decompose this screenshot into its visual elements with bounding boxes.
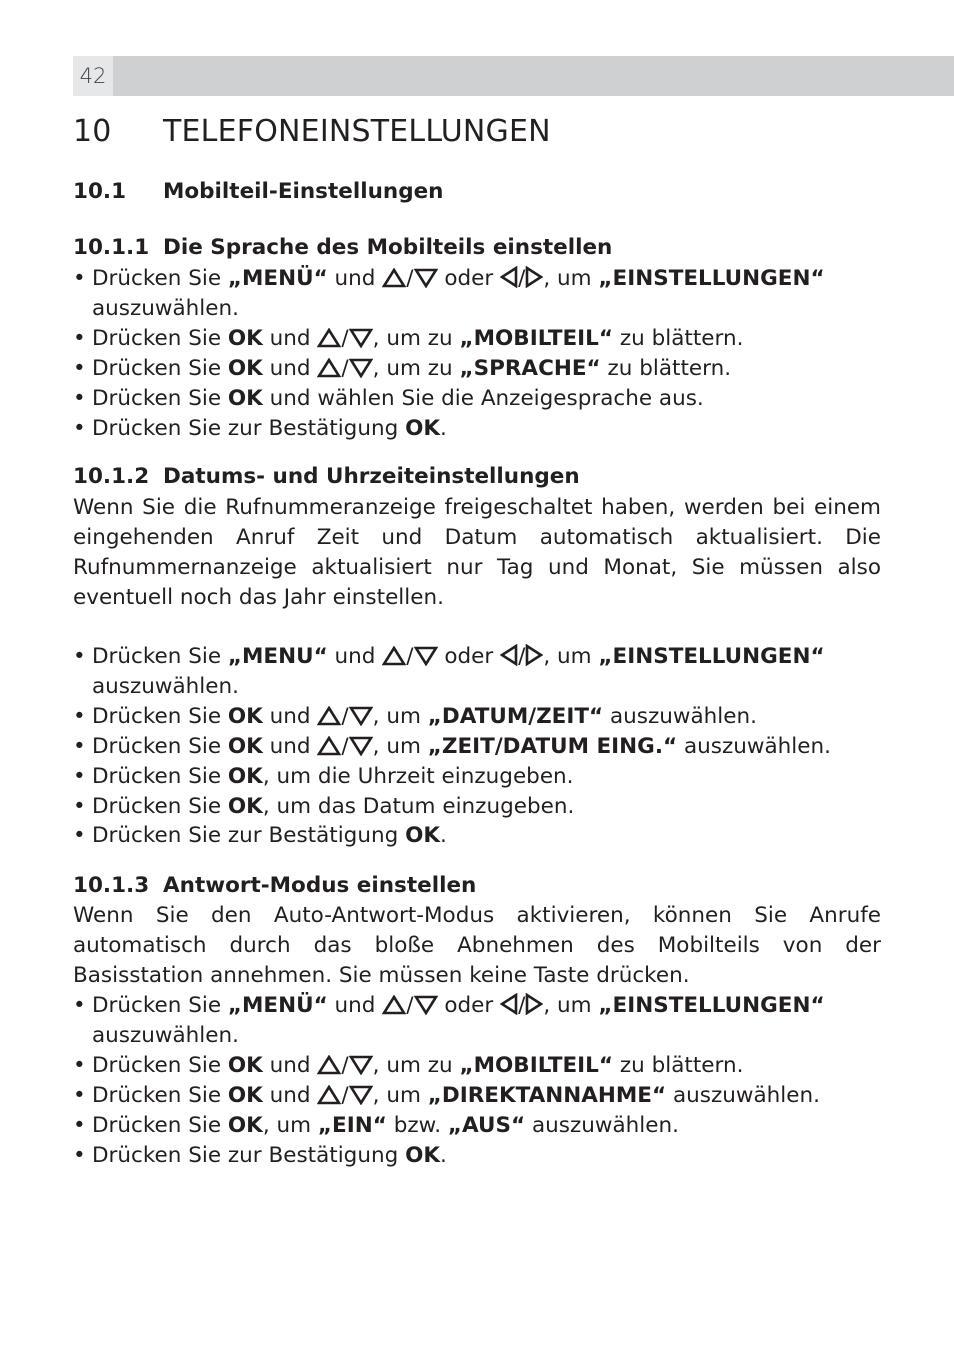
triangle-up-icon <box>382 646 406 666</box>
list-item: • Drücken Sie OK, um das Datum einzugeben. <box>73 792 893 822</box>
list-item: • Drücken Sie OK, um „EIN“ bzw. „AUS“ auszuwählen. <box>73 1111 893 1141</box>
key-ok: OK <box>227 1112 263 1138</box>
subsection-number: 10.1.1 <box>73 235 150 260</box>
triangle-down-icon <box>349 736 373 756</box>
key-ok: OK <box>227 325 263 351</box>
menu-option: „EIN“ <box>317 1112 387 1138</box>
triangle-down-icon <box>349 1085 373 1105</box>
step-list <box>73 642 893 851</box>
triangle-left-icon <box>500 644 518 666</box>
triangle-down-icon <box>414 268 438 288</box>
list-item: • Drücken Sie OK und / , um „DATUM/ZEIT“ auszuwählen. <box>73 702 893 732</box>
menu-option: „SPRACHE“ <box>459 355 601 381</box>
menu-option: „MENU“ <box>227 644 328 669</box>
list-item: • Drücken Sie OK und / , um zu „MOBILTEIL“ zu blättern. <box>73 1051 893 1081</box>
subsection-title: Antwort-Modus einstellen <box>163 873 477 898</box>
menu-option: „AUS“ <box>447 1112 526 1138</box>
triangle-up-icon <box>317 358 341 378</box>
chapter-title: TELEFONEINSTELLUNGEN <box>163 114 551 149</box>
triangle-up-icon <box>317 1085 341 1105</box>
list-item: • Drücken Sie OK und / , um „ZEIT/DATUM EING.“ auszuwählen. <box>73 732 893 762</box>
step-list <box>73 991 893 1170</box>
paragraph-text: Wenn Sie die Rufnummeranzeige freigeschaltet haben, werden bei einem eingehenden Anruf Zeit und Datum automatisch aktualisiert. Die Rufnummernanzeige aktualisiert nur Tag und Monat, Sie müssen also eventuell noch das Jahr einstellen. <box>73 495 881 610</box>
triangle-up-icon <box>317 706 341 726</box>
list-item: • Drücken Sie „MENÜ“ und / oder / , um „EINSTELLUNGEN“ auszuwählen. <box>73 264 893 324</box>
menu-option: „DIREKTANNAHME“ <box>427 1082 667 1108</box>
key-ok: OK <box>227 1052 263 1078</box>
section-heading <box>73 178 443 206</box>
key-ok: OK <box>227 763 263 789</box>
menu-option: „EINSTELLUNGEN“ <box>598 993 825 1018</box>
menu-option: „DATUM/ZEIT“ <box>427 703 604 729</box>
key-ok: OK <box>227 703 263 729</box>
triangle-down-icon <box>414 646 438 666</box>
key-ok: OK <box>405 823 440 849</box>
step-list <box>73 264 893 443</box>
triangle-right-icon <box>525 644 543 666</box>
list-item: • Drücken Sie „MENÜ“ und / oder / , um „EINSTELLUNGEN“ auszuwählen. <box>73 991 893 1051</box>
subsection-number: 10.1.3 <box>73 873 150 898</box>
subsection-title: Die Sprache des Mobilteils einstellen <box>163 235 613 260</box>
menu-option: „MENÜ“ <box>227 266 328 291</box>
key-ok: OK <box>227 355 263 381</box>
menu-option: „MOBILTEIL“ <box>459 325 614 351</box>
triangle-up-icon <box>317 736 341 756</box>
menu-option: „EINSTELLUNGEN“ <box>598 266 825 291</box>
subsection-title: Datums- und Uhrzeiteinstellungen <box>163 464 580 489</box>
body-paragraph <box>73 493 881 613</box>
key-ok: OK <box>227 1082 263 1108</box>
subsection-heading <box>73 234 612 262</box>
list-item: • Drücken Sie „MENU“ und / oder / , um „EINSTELLUNGEN“ auszuwählen. <box>73 642 893 702</box>
triangle-up-icon <box>317 1055 341 1075</box>
list-item: • Drücken Sie zur Bestätigung OK. <box>73 1141 893 1171</box>
paragraph-text: Wenn Sie den Auto-Antwort-Modus aktivieren, können Sie Anrufe automatisch durch das bloße Abnehmen des Mobilteils von der Basisstation annehmen. Sie müssen keine Taste drücken. <box>73 903 881 988</box>
list-item: • Drücken Sie OK, um die Uhrzeit einzugeben. <box>73 762 893 792</box>
page-number: 42 <box>73 56 113 96</box>
triangle-left-icon <box>500 266 518 288</box>
list-item: • Drücken Sie OK und / , um zu „MOBILTEIL“ zu blättern. <box>73 324 893 354</box>
section-title: Mobilteil-Einstellungen <box>163 179 444 204</box>
triangle-down-icon <box>349 328 373 348</box>
body-paragraph <box>73 901 881 991</box>
key-ok: OK <box>227 733 263 759</box>
triangle-right-icon <box>525 266 543 288</box>
triangle-left-icon <box>500 993 518 1015</box>
key-ok: OK <box>405 415 440 441</box>
triangle-down-icon <box>349 1055 373 1075</box>
list-item: • Drücken Sie zur Bestätigung OK. <box>73 821 893 851</box>
subsection-heading <box>73 872 476 900</box>
chapter-number: 10 <box>73 114 112 149</box>
triangle-up-icon <box>317 328 341 348</box>
triangle-down-icon <box>414 995 438 1015</box>
list-item: • Drücken Sie OK und / , um zu „SPRACHE“ zu blättern. <box>73 354 893 384</box>
subsection-number: 10.1.2 <box>73 464 150 489</box>
triangle-right-icon <box>525 993 543 1015</box>
subsection-heading <box>73 463 580 491</box>
key-ok: OK <box>405 1142 440 1168</box>
section-number: 10.1 <box>73 179 127 204</box>
menu-option: „MOBILTEIL“ <box>459 1052 614 1078</box>
triangle-up-icon <box>382 995 406 1015</box>
triangle-up-icon <box>382 268 406 288</box>
list-item: • Drücken Sie zur Bestätigung OK. <box>73 414 893 444</box>
header-bar <box>73 56 954 96</box>
menu-option: „ZEIT/DATUM EING.“ <box>427 733 678 759</box>
menu-option: „EINSTELLUNGEN“ <box>598 644 825 669</box>
triangle-down-icon <box>349 358 373 378</box>
list-item: • Drücken Sie OK und wählen Sie die Anzeigesprache aus. <box>73 384 893 414</box>
key-ok: OK <box>227 793 263 819</box>
triangle-down-icon <box>349 706 373 726</box>
key-ok: OK <box>227 385 263 411</box>
list-item: • Drücken Sie OK und / , um „DIREKTANNAHME“ auszuwählen. <box>73 1081 893 1111</box>
menu-option: „MENÜ“ <box>227 993 328 1018</box>
chapter-heading <box>73 114 551 149</box>
